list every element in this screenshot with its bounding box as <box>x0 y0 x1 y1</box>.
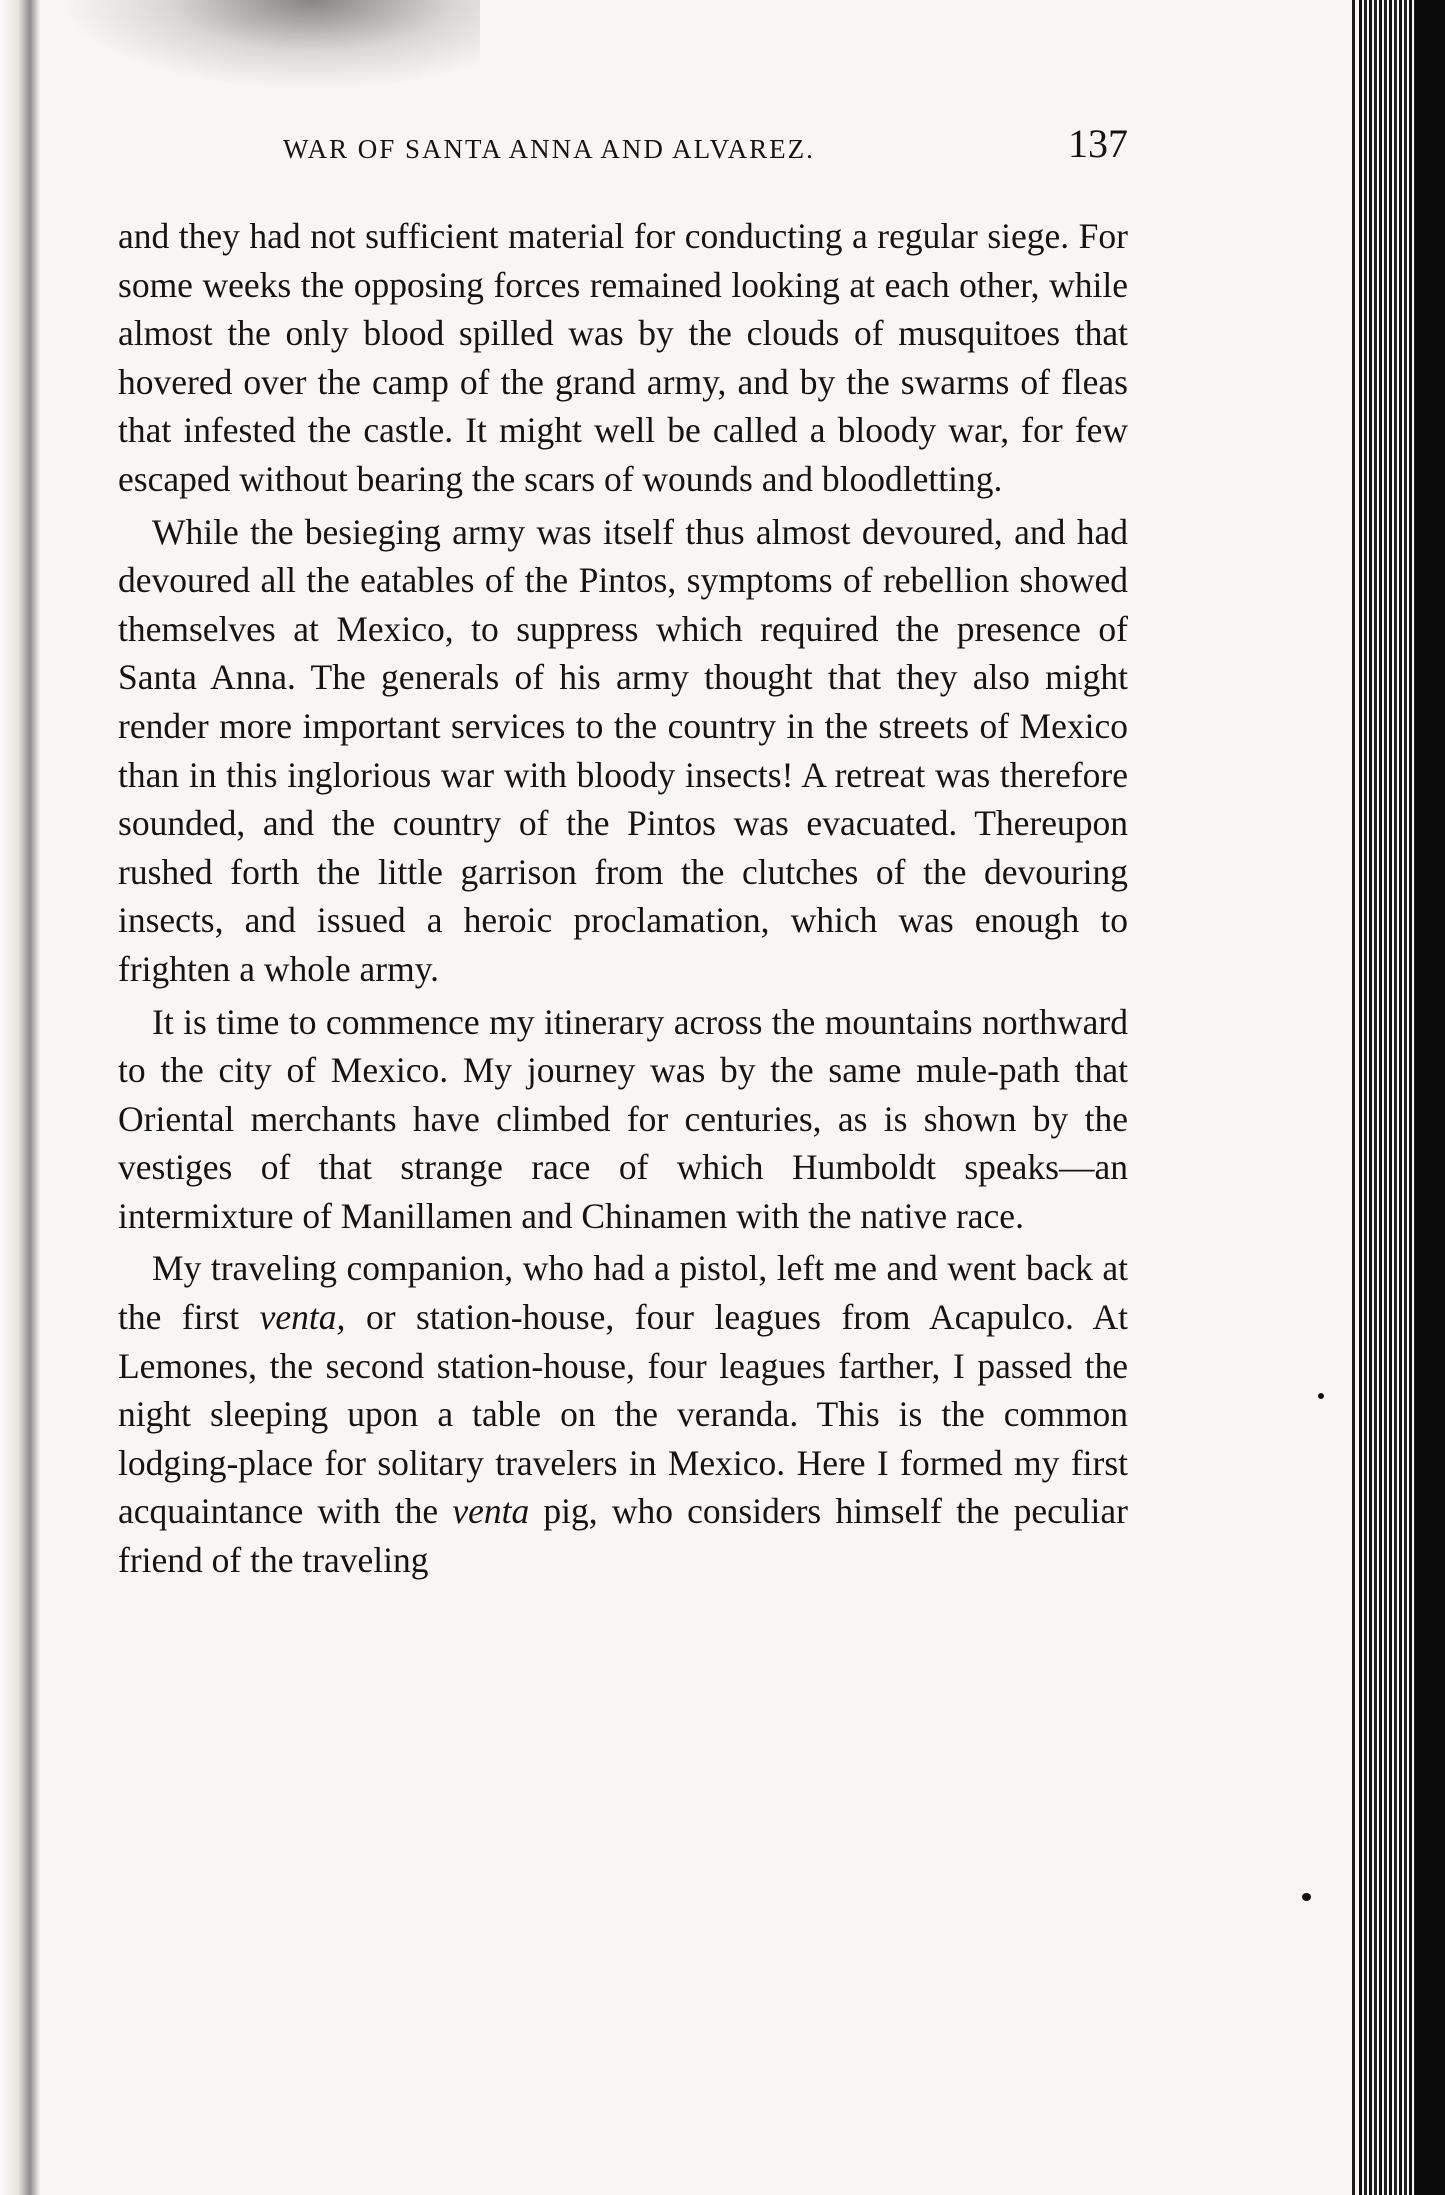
text-block <box>118 120 1128 1589</box>
italic-term-venta-2: venta <box>452 1491 530 1532</box>
page-left-edge <box>0 0 40 2195</box>
running-head <box>118 120 1128 180</box>
ink-speck <box>1302 1893 1311 1901</box>
page-gutter-line <box>1352 0 1355 2195</box>
paragraph-4 <box>118 1244 1128 1584</box>
running-title: WAR OF SANTA ANNA AND ALVAREZ. <box>283 134 815 164</box>
paragraph-3: It is time to commence my itinerary across the mountains northward to the city of Mexico. My journey was by the same mule-path that Oriental merchants have climbed for centuries, as is shown by the vestiges of that strange race of which Humboldt speaks—an intermixture of Manillamen and Chinamen with the native race. <box>118 1001 1128 1236</box>
body-text <box>118 212 1128 1585</box>
ink-speck <box>1318 1393 1324 1399</box>
scan-shadow <box>60 0 480 90</box>
paragraph-4-part-3: pig, who considers himself the peculiar friend of the traveling <box>118 1491 1128 1581</box>
paragraph-4-part-2: or station-house, four leagues from Acapulco. At Lemones, the second station-house, four leagues farther, I passed the night sleeping upon a table on the veranda. This is the common lodging-place for solitary travelers in Mexico. Here I formed my first acquaintance with the <box>118 1297 1129 1532</box>
paragraph-4-part-1: My traveling companion, who had a pistol, left me and went back at the first <box>118 1248 1128 1338</box>
italic-term-venta: venta, <box>259 1297 346 1338</box>
paragraph-2: While the besieging army was itself thus almost devoured, and had devoured all the eatables of the Pintos, symptoms of rebellion showed themselves at Mexico, to suppress which required the presence of Santa Anna. The generals of his army thought that they also might render more important services to the country in the streets of Mexico than in this inglorious war with bloody insects! A retreat was therefore sounded, and the country of the Pintos was evacuated. Thereupon rushed forth the little garrison from the clutches of the devouring insects, and issued a heroic proclamation, which was enough to frighten a whole army. <box>118 511 1128 989</box>
book-cover-edge <box>1415 0 1445 2195</box>
paragraph-1: and they had not sufficient material for conducting a regular siege. For some weeks the opposing forces remained looking at each other, while almost the only blood spilled was by the clouds of musquitoes that hovered over the camp of the grand army, and by the swarms of fleas that infested the castle. It might well be called a bloody war, for few escaped without bearing the scars of wounds and bloodletting. <box>118 216 1128 499</box>
page-number: 137 <box>1068 121 1128 166</box>
